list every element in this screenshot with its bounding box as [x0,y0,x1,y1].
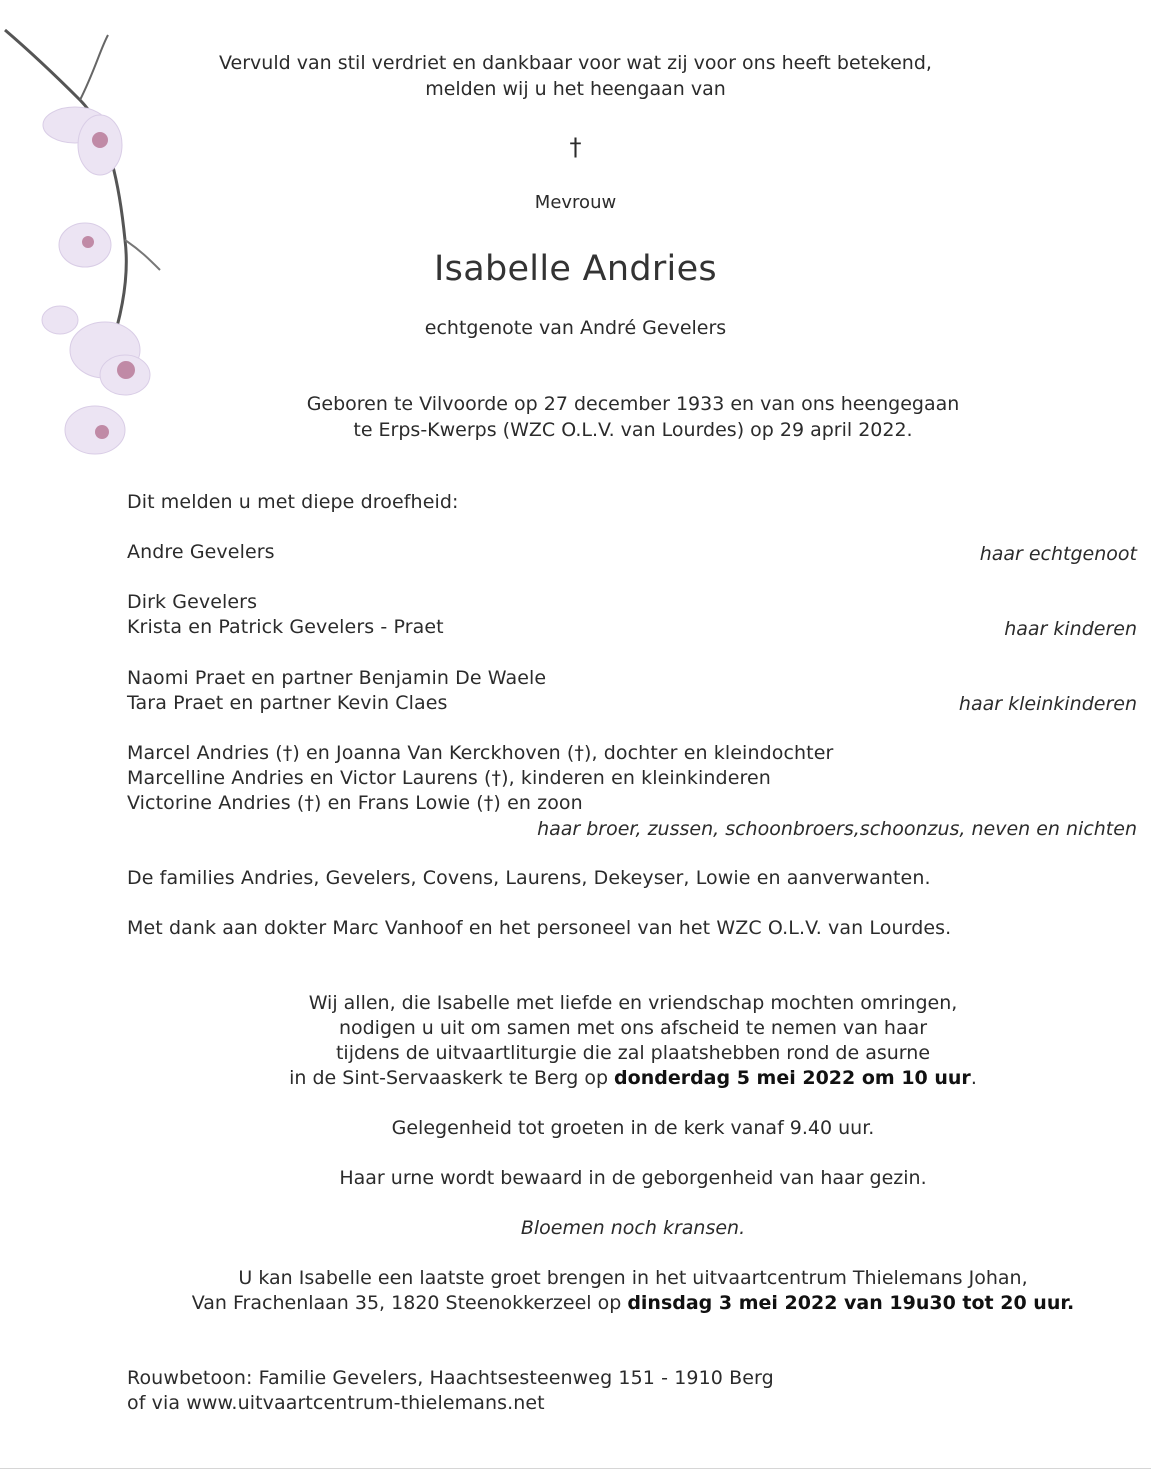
ceremony-period: . [970,1067,977,1089]
condolences-line-1: Rouwbetoon: Familie Gevelers, Haachtsesteenweg 151 - 1910 Berg [127,1367,774,1389]
condolences-line-2: of via www.uitvaartcentrum-thielemans.net [127,1392,545,1414]
announce-heading: Dit melden u met diepe droefheid: [127,491,459,513]
deceased-name: Isabelle Andries [434,249,717,289]
flowers-line: Bloemen noch kransen. [520,1217,746,1239]
family-grandchildren-relation: haar kleinkinderen [958,693,1137,715]
spouse-line: echtgenote van André Gevelers [424,317,727,339]
intro-line-2: melden wij u het heengaan van [425,78,726,100]
cross-symbol: † [569,133,582,161]
funeral-home-address: Van Frachenlaan 35, 1820 Steenokkerzeel op [191,1292,628,1314]
thanks-line: Met dank aan dokter Marc Vanhoof en het personeel van het WZC O.L.V. van Lourdes. [127,917,952,939]
family-siblings-relation: haar broer, zussen, schoonbroers,schoonzus, neven en nichten [537,818,1137,840]
family-sibling-name: Marcelline Andries en Victor Laurens (†), kinderen en kleinkinderen [127,767,771,789]
family-children-relation: haar kinderen [1004,618,1137,640]
greeting-line: Gelegenheid tot groeten in de kerk vanaf 9.40 uur. [391,1117,875,1139]
family-child-name: Krista en Patrick Gevelers - Praet [127,616,444,638]
family-spouse-relation: haar echtgenoot [979,543,1137,565]
birth-line-2: te Erps-Kwerps (WZC O.L.V. van Lourdes) op 29 april 2022. [353,419,913,441]
family-grandchild-name: Tara Praet en partner Kevin Claes [127,692,448,714]
funeral-home-line-2 [0,1292,1151,1314]
ceremony-line-2: nodigen u uit om samen met ons afscheid te nemen van haar [338,1017,928,1039]
ceremony-date: donderdag 5 mei 2022 om 10 uur [614,1067,971,1089]
ceremony-line-1: Wij allen, die Isabelle met liefde en vriendschap mochten omringen, [308,992,958,1014]
family-grandchild-name: Naomi Praet en partner Benjamin De Waele [127,667,547,689]
ceremony-line-3: tijdens de uitvaartliturgie die zal plaatshebben rond de asurne [335,1042,931,1064]
family-sibling-name: Marcel Andries (†) en Joanna Van Kerckhoven (†), dochter en kleindochter [127,742,834,764]
birth-line-1: Geboren te Vilvoorde op 27 december 1933 en van ons heengegaan [306,393,960,415]
family-sibling-name: Victorine Andries (†) en Frans Lowie (†) en zoon [127,792,583,814]
intro-line-1: Vervuld van stil verdriet en dankbaar voor wat zij voor ons heeft betekend, [219,52,932,74]
funeral-home-date: dinsdag 3 mei 2022 van 19u30 tot 20 uur. [627,1292,1075,1314]
urn-line: Haar urne wordt bewaard in de geborgenheid van haar gezin. [339,1167,927,1189]
ceremony-line-4 [0,1067,1151,1089]
funeral-home-line-1: U kan Isabelle een laatste groet brengen in het uitvaartcentrum Thielemans Johan, [238,1267,1028,1289]
families-line: De families Andries, Gevelers, Covens, Laurens, Dekeyser, Lowie en aanverwanten. [127,867,931,889]
family-spouse-name: Andre Gevelers [127,541,275,563]
honorific: Mevrouw [534,192,617,213]
ceremony-place: in de Sint-Servaaskerk te Berg op [289,1067,615,1089]
family-child-name: Dirk Gevelers [127,591,258,613]
bottom-divider [0,1468,1151,1469]
